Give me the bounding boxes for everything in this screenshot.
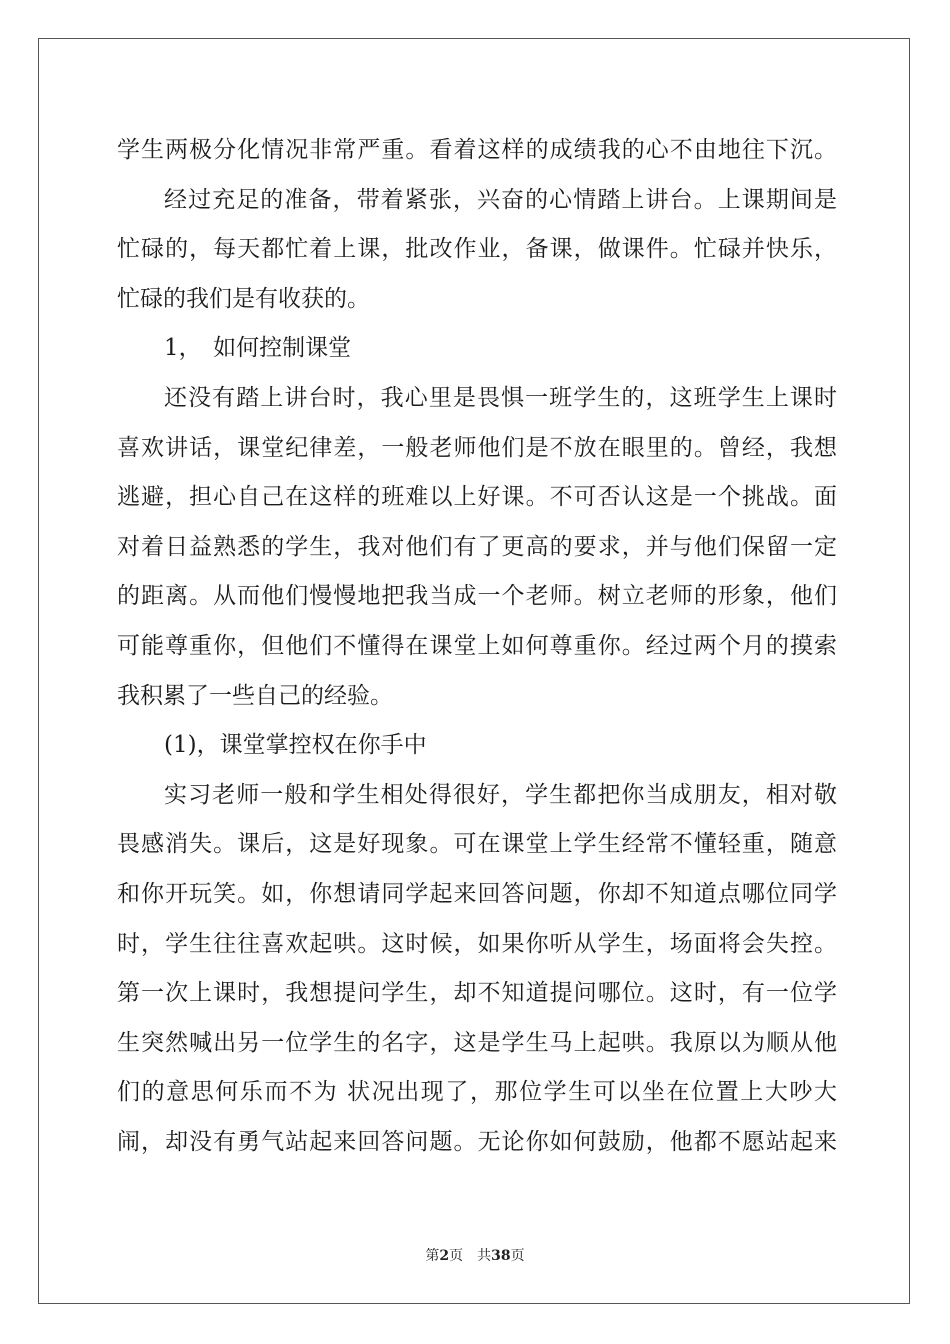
- text-line-16: 和你开玩笑。如，你想请同学起来回答问题，你却不知道点哪位同学: [117, 880, 837, 907]
- section-heading-1: 1， 如何控制课堂: [164, 335, 352, 362]
- total-pages-number: 38: [491, 1248, 511, 1264]
- text-line-12: 我积累了一些自己的经验。: [117, 682, 393, 709]
- text-line-6: 还没有踏上讲台时，我心里是畏惧一班学生的，这班学生上课时: [164, 384, 837, 411]
- text-line-20: 们的意思何乐而不为 状况出现了，那位学生可以坐在位置上大吵大: [117, 1079, 837, 1106]
- text-line-3: 忙碌的，每天都忙着上课，批改作业，备课，做课件。忙碌并快乐，: [117, 236, 837, 263]
- text-line-11: 可能尊重你，但他们不懂得在课堂上如何尊重你。经过两个月的摸索: [117, 632, 837, 659]
- text-line-4: 忙碌的我们是有收获的。: [117, 285, 370, 312]
- text-line-14: 实习老师一般和学生相处得很好，学生都把你当成朋友，相对敬: [164, 781, 837, 808]
- section-heading-2: (1)，课堂掌控权在你手中: [164, 732, 427, 759]
- text-line-18: 第一次上课时，我想提问学生，却不知道提问哪位。这时，有一位学: [117, 980, 837, 1007]
- footer-total-prefix: 共: [477, 1248, 492, 1264]
- text-line-19: 生突然喊出另一位学生的名字，这是学生马上起哄。我原以为顺从他: [117, 1029, 837, 1056]
- document-body: [117, 126, 837, 1167]
- current-page-number: 2: [439, 1248, 450, 1264]
- text-line-1: 学生两极分化情况非常严重。看着这样的成绩我的心不由地往下沉。: [117, 137, 837, 163]
- page-footer: [0, 1245, 950, 1265]
- text-line-10: 的距离。从而他们慢慢地把我当成一个老师。树立老师的形象，他们: [117, 583, 837, 610]
- text-line-15: 畏感消失。课后，这是好现象。可在课堂上学生经常不懂轻重，随意: [117, 831, 837, 858]
- text-line-21: 闹，却没有勇气站起来回答问题。无论你如何鼓励，他都不愿站起来: [117, 1128, 837, 1155]
- text-line-7: 喜欢讲话，课堂纪律差，一般老师他们是不放在眼里的。曾经，我想: [117, 434, 837, 461]
- text-line-8: 逃避，担心自己在这样的班难以上好课。不可否认这是一个挑战。面: [117, 484, 837, 511]
- text-line-17: 时，学生往往喜欢起哄。这时候，如果你听从学生，场面将会失控。: [117, 930, 837, 957]
- text-line-9: 对着日益熟悉的学生，我对他们有了更高的要求，并与他们保留一定: [117, 533, 837, 560]
- footer-page-unit: 页: [449, 1248, 464, 1264]
- footer-total-unit: 页: [510, 1248, 525, 1264]
- text-line-2: 经过充足的准备，带着紧张，兴奋的心情踏上讲台。上课期间是: [164, 186, 837, 213]
- footer-prefix: 第: [425, 1248, 440, 1264]
